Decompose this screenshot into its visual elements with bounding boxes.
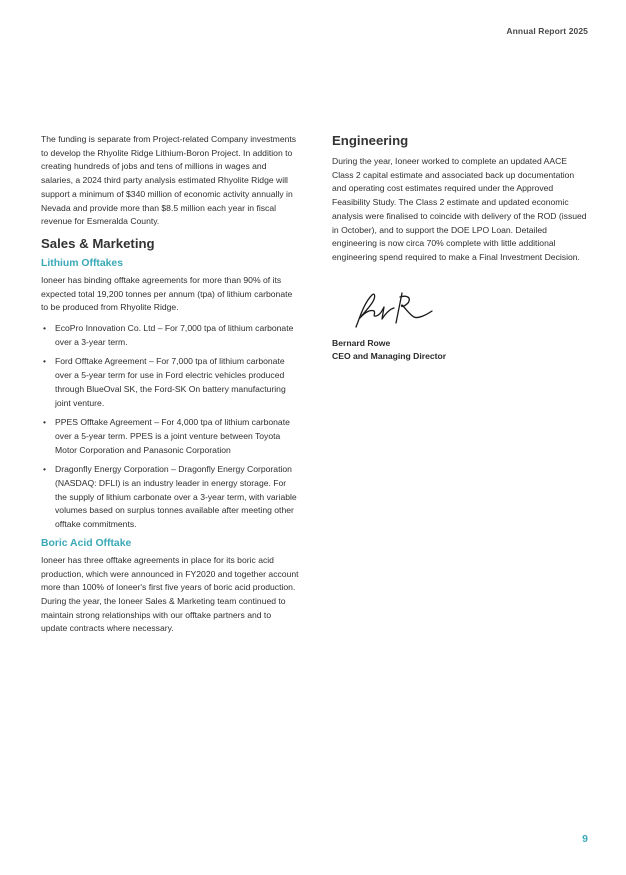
- list-item-text: Ford Offtake Agreement – For 7,000 tpa of lithium carbonate over a 5-year term for use in Ford electric vehicles produced through BlueOval SK, the Ford-SK On battery manufacturing joint venture.: [55, 356, 286, 408]
- engineering-heading: Engineering: [332, 133, 409, 148]
- bullet-icon: •: [43, 464, 47, 475]
- signature-icon: [342, 289, 442, 333]
- left-column: [41, 133, 299, 643]
- boric-acid-heading: Boric Acid Offtake: [41, 537, 132, 549]
- list-item: [41, 355, 299, 410]
- intro-paragraph: The funding is separate from Project-related Company investments to develop the Rhyolite Ridge Lithium-Boron Project. In addition to creating hundreds of jobs and tens of millions in wages and salaries, a 2024 third party analysis estimated Rhyolite Ridge will support a minimum of $340 million of economic activity annually in Nevada and provide more than $8.5 million each year in fiscal revenue for Esmeralda County.: [41, 134, 297, 227]
- page-number: 9: [582, 833, 588, 845]
- signer-title: CEO and Managing Director: [332, 351, 447, 362]
- offtake-list: [41, 322, 299, 532]
- list-item: [41, 322, 299, 349]
- list-item: [41, 463, 299, 532]
- bullet-icon: •: [43, 323, 47, 334]
- signer-name: Bernard Rowe: [332, 337, 391, 348]
- list-item-text: PPES Offtake Agreement – For 4,000 tpa of lithium carbonate over a 5-year term. PPES is a joint venture between Toyota Motor Corporation and Panasonic Corporation: [55, 417, 290, 455]
- lithium-paragraph: Ioneer has binding offtake agreements for more than 90% of its expected total 19,200 tonnes per annum (tpa) of lithium carbonate to be produced from Rhyolite Ridge.: [41, 274, 293, 313]
- list-item: [41, 416, 299, 457]
- bullet-icon: •: [43, 417, 47, 428]
- report-title: Annual Report 2025: [506, 26, 588, 36]
- list-item-text: Dragonfly Energy Corporation – Dragonfly Energy Corporation (NASDAQ: DFLI) is an industry leader in energy storage. For the supply of lithium carbonate over a 3-year term, with variable volumes based on surplus tonnes available after meeting other offtake commitments.: [55, 464, 297, 530]
- boric-acid-paragraph: Ioneer has three offtake agreements in place for its boric acid production, which were announced in FY2020 and together account more than 100% of Ioneer's first five years of boric acid production. During the year, the Ioneer Sales & Marketing team continued to maintain strong relationships with our offtake partners and to update contracts where necessary.: [41, 554, 299, 634]
- lithium-offtakes-heading: Lithium Offtakes: [41, 257, 123, 269]
- bullet-icon: •: [43, 356, 47, 367]
- right-column: [332, 133, 590, 364]
- sales-marketing-heading: Sales & Marketing: [41, 235, 155, 251]
- engineering-paragraph: During the year, Ioneer worked to complete an updated AACE Class 2 capital estimate and associated back up documentation and operating cost estimates required under the Approved Feasibility Study. The Class 2 estimate and updated economic analysis were finalised to coincide with delivery of the ROD (issued in October), and to support the DOE LPO Loan. Detailed engineering is now circa 70% complete with little additional engineering spend required to make a Final Investment Decision.: [332, 156, 587, 262]
- list-item-text: EcoPro Innovation Co. Ltd – For 7,000 tpa of lithium carbonate over a 3-year term.: [55, 323, 294, 347]
